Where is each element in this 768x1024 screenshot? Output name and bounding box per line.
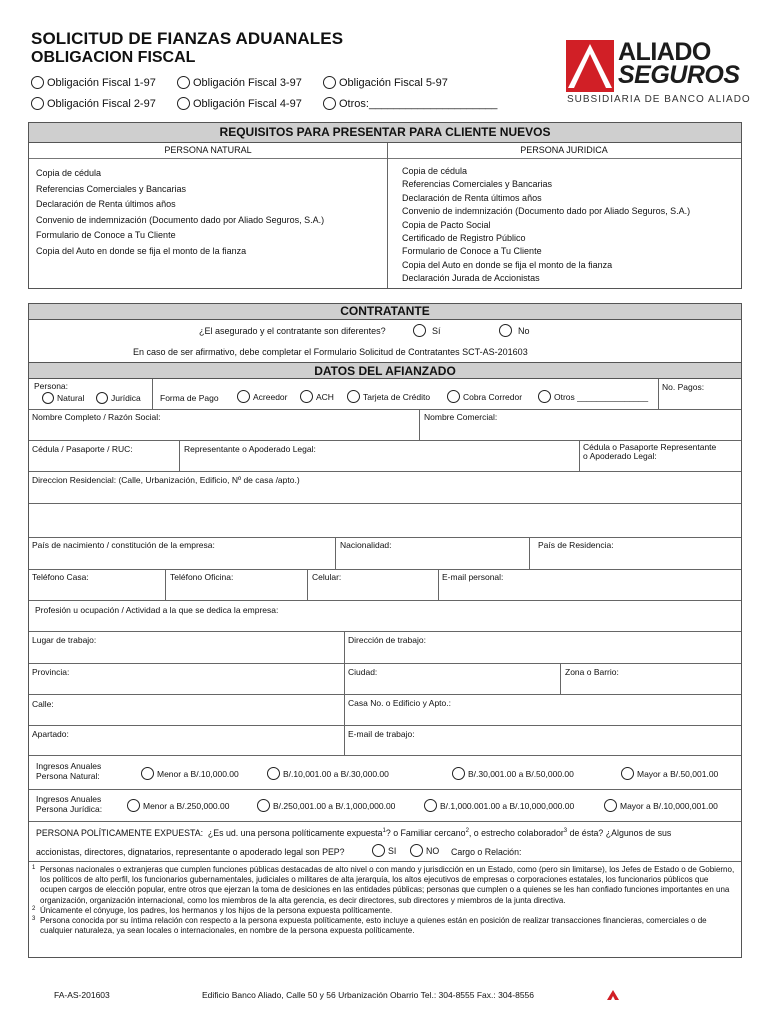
calle-label: Calle:: [32, 699, 54, 709]
radio-circle[interactable]: [323, 76, 336, 89]
list-item: Referencias Comerciales y Bancarias: [402, 179, 553, 190]
list-item: Copia del Auto en donde se fija el monto de la fianza: [36, 245, 247, 256]
radio-circle[interactable]: [452, 767, 465, 780]
email-personal-label: E-mail personal:: [442, 572, 504, 582]
requisitos-header: REQUISITOS PARA PRESENTAR PARA CLIENTE NUEVOS: [29, 123, 741, 143]
afianzado-header: DATOS DEL AFIANZADO: [29, 362, 741, 379]
radio-obligacion-otros[interactable]: Otros:_____________________: [323, 97, 497, 110]
radio-pep-no[interactable]: NO: [410, 844, 439, 857]
radio-circle[interactable]: [42, 392, 54, 404]
radio-ingreso-juridica-1[interactable]: Menor a B/.250,000.00: [127, 799, 229, 812]
form-code: FA-AS-201603: [54, 990, 110, 1000]
logo-text-aliado: ALIADO: [618, 38, 711, 66]
radio-cobra-corredor[interactable]: Cobra Corredor: [447, 390, 522, 403]
list-item: Declaración de Renta últimos años: [36, 199, 176, 210]
radio-circle[interactable]: [177, 76, 190, 89]
list-item: Referencias Comerciales y Bancarias: [36, 183, 187, 194]
email-trabajo-label: E-mail de trabajo:: [348, 729, 415, 739]
no-pagos-label: No. Pagos:: [662, 382, 705, 392]
radio-circle[interactable]: [267, 767, 280, 780]
radio-ingreso-natural-4[interactable]: Mayor a B/.50,001.00: [621, 767, 718, 780]
radio-obligacion-5-97[interactable]: Obligación Fiscal 5-97: [323, 76, 448, 89]
list-item: Convenio de indemnización (Documento dado por Aliado Seguros, S.A.): [36, 214, 325, 225]
ciudad-label: Ciudad:: [348, 667, 378, 677]
telefono-casa-label: Teléfono Casa:: [32, 572, 89, 582]
cedula-representante-label: Cédula o Pasaporte Representante o Apoderado Legal:: [583, 442, 717, 461]
profesion-label: Profesión u ocupación / Actividad a la que se dedica la empresa:: [35, 605, 279, 615]
radio-ingreso-natural-2[interactable]: B/.10,001.00 a B/.30,000.00: [267, 767, 389, 780]
logo-text-seguros: SEGUROS: [618, 61, 740, 89]
radio-circle[interactable]: [31, 97, 44, 110]
footer-logo-icon: [607, 990, 619, 1000]
contratante-note: En caso de ser afirmativo, debe completar el Formulario Solicitud de Contratantes SCT-AS-201603: [133, 347, 528, 357]
radio-circle[interactable]: [372, 844, 385, 857]
radio-contratante-no[interactable]: No: [499, 324, 530, 337]
requisitos-juridica-list: [402, 165, 690, 286]
list-item: Declaración Jurada de Accionistas: [402, 273, 540, 284]
radio-obligacion-4-97[interactable]: Obligación Fiscal 4-97: [177, 97, 302, 110]
radio-circle[interactable]: [323, 97, 336, 110]
radio-circle[interactable]: [177, 97, 190, 110]
celular-label: Celular:: [312, 572, 342, 582]
radio-circle[interactable]: [96, 392, 108, 404]
radio-circle[interactable]: [621, 767, 634, 780]
radio-circle[interactable]: [127, 799, 140, 812]
persona-label: Persona:: [34, 381, 69, 391]
column-divider: [387, 143, 388, 288]
radio-ingreso-juridica-4[interactable]: Mayor a B/.10,000,001.00: [604, 799, 718, 812]
radio-circle[interactable]: [538, 390, 551, 403]
radio-obligacion-1-97[interactable]: Obligación Fiscal 1-97: [31, 76, 156, 89]
footnote-1: 1 Personas nacionales o extranjeras que cumplen funciones públicas destacadas de alto nivel o con mando y jurisdicción en un Estado, como (pero sin limitarse), los Jefes de Estado o de Gobierno, los políticos de alto perfil, los funcionarios gubernamentales, judiciales o militares de alta jerarquía, los altos ejecutivos de empresas o corporaciones estatales, los funcionarios públicos que ocupen cargos de elección popular, entre otros que ejerzan la toma de desiciones en las entidades públicas; personas que cumplen o a quienes se les han confiado funciones importantes en una organización, organización internacional, como los miembros de la alta gerencia, es decir directores, sub directores y miembros de la junta directiva.: [32, 865, 735, 905]
footer-address: Edificio Banco Aliado, Calle 50 y 56 Urbanización Obarrio Tel.: 304-8555 Fax.: 304-8556: [202, 990, 535, 1000]
form-title: SOLICITUD DE FIANZAS ADUANALES: [31, 29, 344, 48]
persona-juridica-header: PERSONA JURIDICA: [387, 143, 741, 159]
form-subtitle: OBLIGACION FISCAL: [31, 49, 196, 66]
list-item: Copia de cédula: [402, 166, 468, 176]
radio-otros-pago[interactable]: Otros _______________: [538, 390, 648, 403]
radio-ingreso-juridica-3[interactable]: B/.1,000.001.00 a B/.10,000,000.00: [424, 799, 574, 812]
radio-circle[interactable]: [413, 324, 426, 337]
lugar-trabajo-label: Lugar de trabajo:: [32, 635, 97, 645]
footnotes: [32, 865, 736, 936]
radio-circle[interactable]: [257, 799, 270, 812]
nombre-completo-label: Nombre Completo / Razón Social:: [32, 412, 161, 422]
nombre-comercial-label: Nombre Comercial:: [424, 412, 498, 422]
radio-ach[interactable]: ACH: [300, 390, 334, 403]
radio-circle[interactable]: [447, 390, 460, 403]
aliado-seguros-logo: [566, 38, 751, 110]
list-item: Formulario de Conoce a Tu Cliente: [402, 246, 542, 257]
radio-circle[interactable]: [410, 844, 423, 857]
list-item: Declaración de Renta últimos años: [402, 192, 542, 203]
pep-question: PERSONA POLÍTICAMENTE EXPUESTA: ¿Es ud. una persona políticamente expuesta$^1$? o Familiar cercano$^2$, o estrecho colaborador$^3$ de ésta? ¿Algunos de sus: [36, 828, 672, 838]
list-item: Copia de Pacto Social: [402, 219, 491, 230]
radio-tarjeta-credito[interactable]: Tarjeta de Crédito: [347, 390, 430, 403]
footnote-3: 3 Persona conocida por su íntima relación con respecto a la persona expuesta políticamente, esto incluye a quienes están en posición de realizar transacciones financieras, comerciales o de cualquier naturaleza, ya sean locales o internacionales, en nombre de la persona expuesta políticamente.: [32, 916, 707, 936]
pais-nacimiento-label: País de nacimiento / constitución de la empresa:: [32, 540, 215, 550]
requisitos-natural-list: [36, 166, 324, 260]
contratante-question: ¿El asegurado y el contratante son diferentes?: [199, 326, 386, 336]
main-form: [28, 303, 742, 958]
radio-acreedor[interactable]: Acreedor: [237, 390, 288, 403]
telefono-oficina-label: Teléfono Oficina:: [170, 572, 234, 582]
radio-circle[interactable]: [347, 390, 360, 403]
pep-question-line2: accionistas, directores, dignatarios, representante o apoderado legal son PEP?: [36, 847, 345, 857]
list-item: Copia del Auto en donde se fija el monto de la fianza: [402, 259, 613, 270]
cargo-relacion-label: Cargo o Relación:: [451, 847, 522, 857]
radio-persona-juridica[interactable]: Jurídica: [96, 392, 141, 404]
radio-obligacion-3-97[interactable]: Obligación Fiscal 3-97: [177, 76, 302, 89]
radio-pep-si[interactable]: SI: [372, 844, 396, 857]
list-item: Convenio de indemnización (Documento dado por Aliado Seguros, S.A.): [402, 206, 691, 217]
radio-ingreso-natural-3[interactable]: B/.30,001.00 a B/.50,000.00: [452, 767, 574, 780]
casa-no-label: Casa No. o Edificio y Apto.:: [348, 698, 451, 708]
logo-triangle-icon: [566, 40, 614, 92]
radio-circle[interactable]: [424, 799, 437, 812]
contratante-header: CONTRATANTE: [29, 304, 741, 320]
radio-circle[interactable]: [31, 76, 44, 89]
footnote-2: 2 Únicamente el cónyuge, los padres, los hermanos y los hijos de la persona expuesta políticamente.: [32, 905, 393, 915]
radio-circle[interactable]: [141, 767, 154, 780]
list-item: Copia de cédula: [36, 168, 102, 178]
ingresos-natural-label: Ingresos Anuales Persona Natural:: [36, 761, 102, 781]
radio-circle[interactable]: [604, 799, 617, 812]
list-item: Certificado de Registro Público: [402, 233, 526, 244]
forma-pago-label: Forma de Pago: [160, 393, 219, 403]
representante-label: Representante o Apoderado Legal:: [184, 444, 316, 454]
cedula-label: Cédula / Pasaporte / RUC:: [32, 444, 133, 454]
ingresos-juridica-label: Ingresos Anuales Persona Jurídica:: [36, 794, 103, 814]
radio-contratante-si[interactable]: Sí: [413, 324, 441, 337]
zona-barrio-label: Zona o Barrio:: [565, 667, 619, 677]
radio-circle[interactable]: [300, 390, 313, 403]
radio-obligacion-2-97[interactable]: Obligación Fiscal 2-97: [31, 97, 156, 110]
radio-persona-natural[interactable]: Natural: [42, 392, 84, 404]
logo-subtitle: SUBSIDIARIA DE BANCO ALIADO: [567, 94, 751, 105]
nacionalidad-label: Nacionalidad:: [340, 540, 392, 550]
direccion-residencial-label: Direccion Residencial: (Calle, Urbanización, Edificio, Nº de casa /apto.): [32, 475, 300, 485]
radio-ingreso-natural-1[interactable]: Menor a B/.10,000.00: [141, 767, 239, 780]
provincia-label: Provincia:: [32, 667, 70, 677]
radio-circle[interactable]: [237, 390, 250, 403]
pais-residencia-label: País de Residencia:: [538, 540, 614, 550]
list-item: Formulario de Conoce a Tu Cliente: [36, 230, 176, 241]
radio-ingreso-juridica-2[interactable]: B/.250,001.00 a B/.1,000,000.00: [257, 799, 395, 812]
persona-natural-header: PERSONA NATURAL: [29, 143, 387, 159]
direccion-trabajo-label: Dirección de trabajo:: [348, 635, 426, 645]
radio-circle[interactable]: [499, 324, 512, 337]
requisitos-section: [28, 122, 742, 289]
apartado-label: Apartado:: [32, 729, 69, 739]
